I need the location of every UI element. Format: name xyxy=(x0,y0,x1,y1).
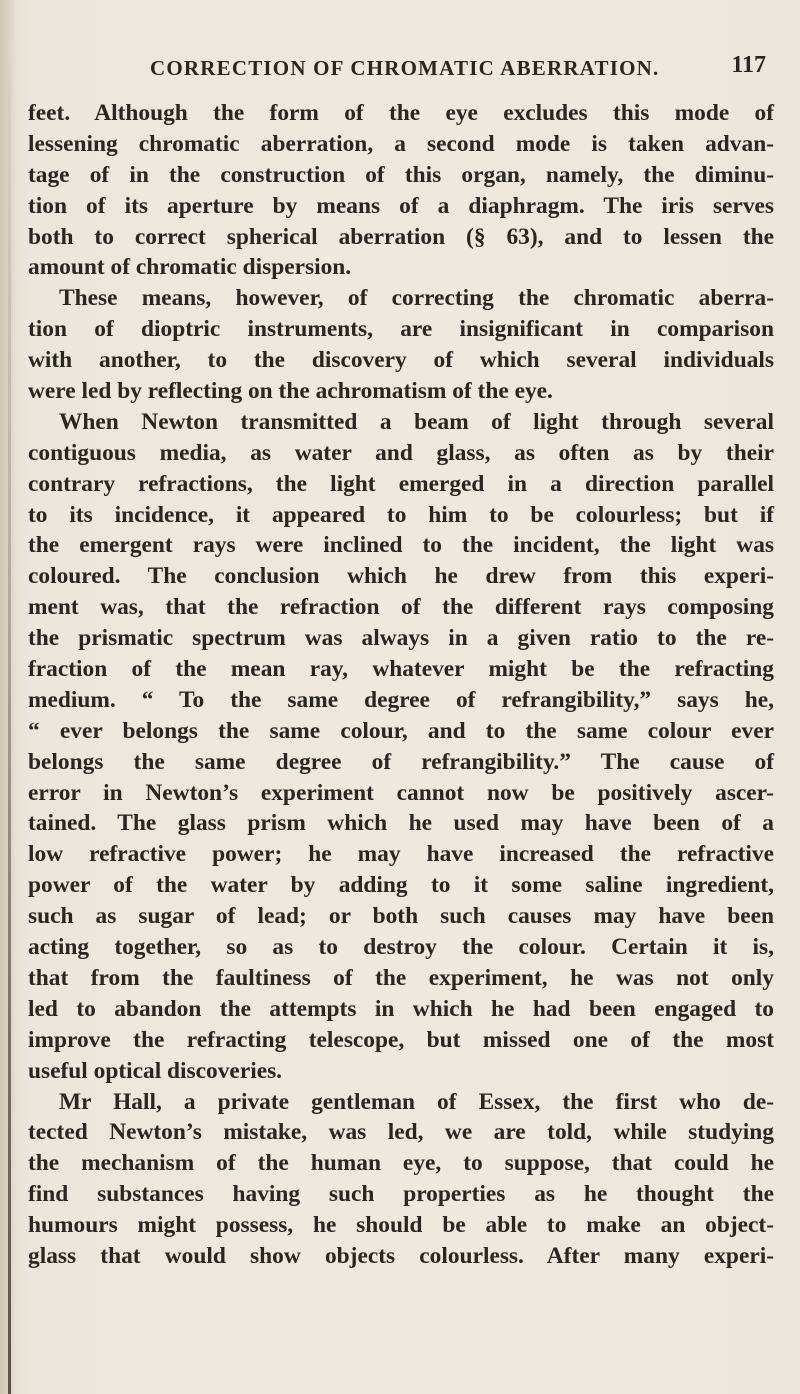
text-line: the mechanism of the human eye, to suppose, that could he xyxy=(28,1150,774,1177)
text-line: error in Newton’s experiment cannot now be positively ascer- xyxy=(28,779,774,806)
text-line: the emergent rays were inclined to the incident, the light was xyxy=(28,532,774,559)
text-line: “ ever belongs the same colour, and to the same colour ever xyxy=(28,717,774,744)
text-line: fraction of the mean ray, whatever might be the refracting xyxy=(28,656,774,683)
text-line: find substances having such properties as he thought the xyxy=(28,1181,774,1208)
page-header xyxy=(150,48,766,88)
text-line: tained. The glass prism which he used may have been of a xyxy=(28,810,774,837)
text-line: useful optical discoveries. xyxy=(28,1057,283,1084)
text-line: These means, however, of correcting the chromatic aberra- xyxy=(59,285,774,312)
text-line: power of the water by adding to it some saline ingredient, xyxy=(28,872,774,899)
text-line: coloured. The conclusion which he drew from this experi- xyxy=(28,563,774,590)
text-line: medium. “ To the same degree of refrangibility,” says he, xyxy=(28,686,774,713)
text-line: to its incidence, it appeared to him to be colourless; but if xyxy=(28,501,774,528)
text-line: both to correct spherical aberration (§ 63), and to lessen the xyxy=(28,223,774,250)
text-line: belongs the same degree of refrangibility.” The cause of xyxy=(28,748,774,775)
text-line: led to abandon the attempts in which he had been engaged to xyxy=(28,995,774,1022)
text-line: glass that would show objects colourless. After many experi- xyxy=(28,1242,774,1269)
text-line: When Newton transmitted a beam of light through several xyxy=(59,408,774,435)
text-line: tion of dioptric instruments, are insignificant in comparison xyxy=(28,316,774,343)
text-line: tion of its aperture by means of a diaphragm. The iris serves xyxy=(28,192,774,219)
text-line: acting together, so as to destroy the colour. Certain it is, xyxy=(28,934,774,961)
text-line: contrary refractions, the light emerged in a direction parallel xyxy=(28,470,774,497)
running-head: CORRECTION OF CHROMATIC ABERRATION. xyxy=(150,56,660,80)
text-line: Mr Hall, a private gentleman of Essex, the first who de- xyxy=(59,1088,774,1115)
text-line: feet. Although the form of the eye excludes this mode of xyxy=(28,100,774,126)
text-line: the prismatic spectrum was always in a given ratio to the re- xyxy=(28,625,774,652)
text-line: ment was, that the refraction of the different rays composing xyxy=(28,594,774,621)
text-line: lessening chromatic aberration, a second mode is taken advan- xyxy=(28,130,774,157)
text-line: improve the refracting telescope, but missed one of the most xyxy=(28,1026,774,1053)
text-line: amount of chromatic dispersion. xyxy=(28,254,352,281)
page-number: 117 xyxy=(731,52,766,78)
text-line: with another, to the discovery of which several individuals xyxy=(28,347,774,374)
text-line: low refractive power; he may have increased the refractive xyxy=(28,841,774,868)
binding-shadow xyxy=(8,40,11,1394)
text-line: tage of in the construction of this organ, namely, the diminu- xyxy=(28,161,774,188)
text-line: that from the faultiness of the experiment, he was not only xyxy=(28,964,774,991)
text-line: contiguous media, as water and glass, as often as by their xyxy=(28,439,774,466)
text-line: humours might possess, he should be able to make an object- xyxy=(28,1212,774,1239)
text-line: tected Newton’s mistake, was led, we are told, while studying xyxy=(28,1119,774,1146)
text-line: such as sugar of lead; or both such causes may have been xyxy=(28,903,774,930)
body-text xyxy=(28,98,774,1272)
text-line: were led by reflecting on the achromatism of the eye. xyxy=(28,378,553,405)
